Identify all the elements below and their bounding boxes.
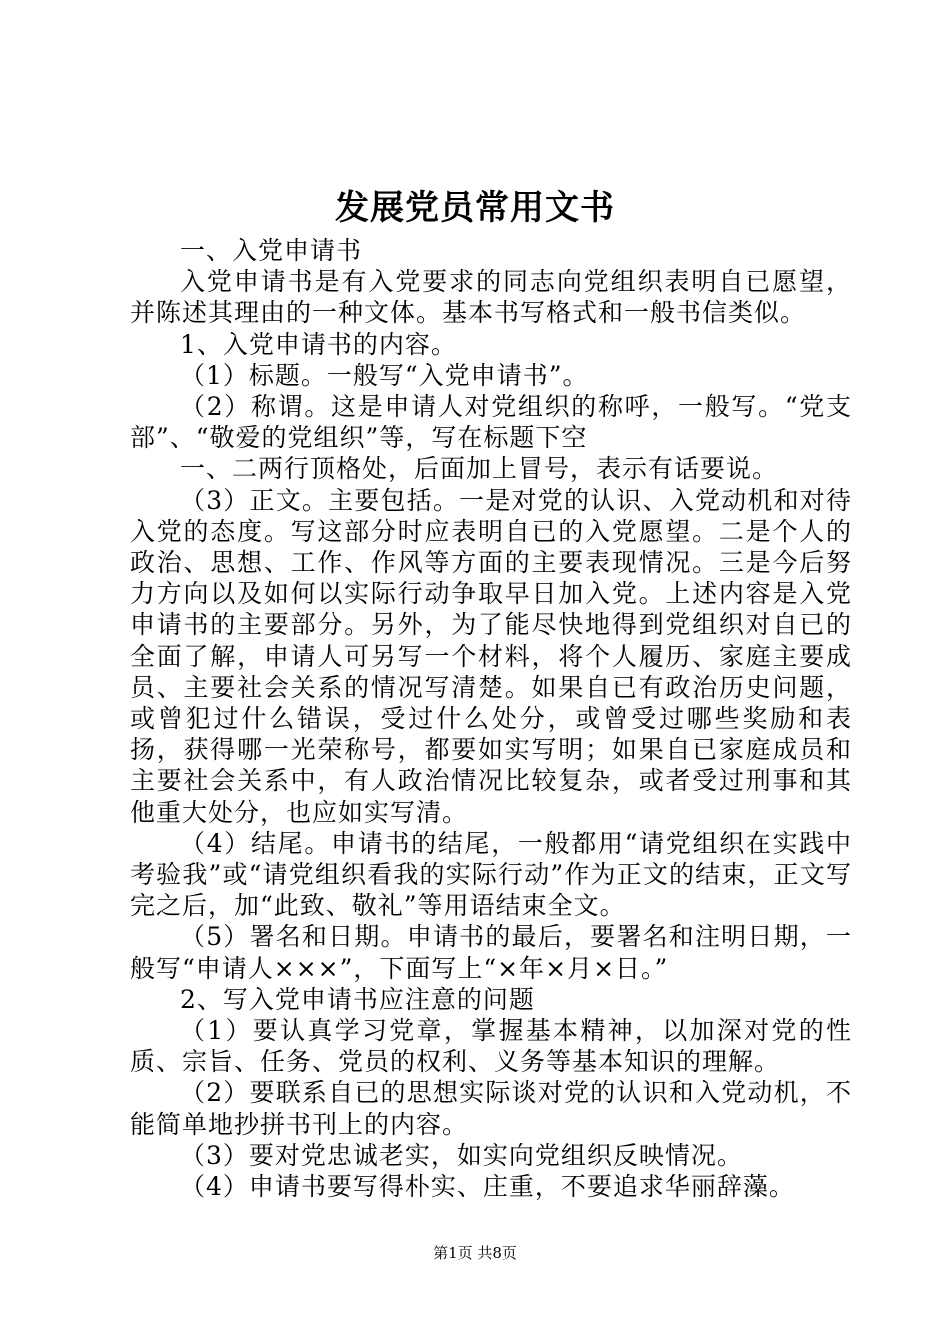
subsection-heading: 2、写入党申请书应注意的问题 <box>180 984 535 1014</box>
section-heading: 一、入党申请书 <box>180 236 363 265</box>
list-item: （4）申请书要写得朴实、庄重，不要追求华丽辞藻。 <box>180 1172 795 1202</box>
list-item: （1）要认真学习党章，掌握基本精神，以加深对党的性质、宗旨、任务、党员的权利、义务等基本知识的理解。 <box>130 1016 852 1077</box>
list-item: （1）标题。一般写“入党申请书”。 <box>180 360 589 390</box>
list-item: （4）结尾。申请书的结尾，一般都用“请党组织在实践中考验我”或“请党组织看我的实际行动”作为正文的结束，正文写完之后，加“此致、敬礼”等用语结束全文。 <box>130 828 852 921</box>
list-item: （2）要联系自已的思想实际谈对党的认识和入党动机，不能简单地抄拼书刊上的内容。 <box>130 1078 852 1139</box>
document-title: 发展党员常用文书 <box>335 188 615 228</box>
page-footer: 第1页 共8页 <box>433 1244 517 1262</box>
body-paragraph: 入党申请书是有入党要求的同志向党组织表明自已愿望，并陈述其理由的一种文体。基本书写格式和一般书信类似。 <box>130 267 852 328</box>
list-item: （2）称谓。这是申请人对党组织的称呼，一般写。“党支部”、“敬爱的党组织”等，写在标题下空 <box>130 392 852 453</box>
subsection-heading: 1、入党申请书的内容。 <box>180 329 457 359</box>
document-body <box>130 235 852 1202</box>
list-item: （3）正文。主要包括。一是对党的认识、入党动机和对待入党的态度。写这部分时应表明自已的入党愿望。二是个人的政治、思想、工作、作风等方面的主要表现情况。三是今后努力方向以及如何以实际行动争取早日加入党。上述内容是入党申请书的主要部分。另外，为了能尽快地得到党组织对自已的全面了解，申请人可另写一个材料，将个人履历、家庭主要成员、主要社会关系的情况写清楚。如果自已有政治历史问题，或曾犯过什么错误，受过什么处分，或曾受过哪些奖励和表扬，获得哪一光荣称号，都要如实写明；如果自已家庭成员和主要社会关系中，有人政治情况比较复杂，或者受过刑事和其他重大处分，也应如实写清。 <box>130 485 852 827</box>
list-item: （5）署名和日期。申请书的最后，要署名和注明日期，一般写“申请人×××”，下面写上“×年×月×日。” <box>130 922 852 983</box>
list-item: （3）要对党忠诚老实，如实向党组织反映情况。 <box>180 1140 743 1170</box>
body-paragraph: 一、二两行顶格处，后面加上冒号，表示有话要说。 <box>180 454 779 484</box>
